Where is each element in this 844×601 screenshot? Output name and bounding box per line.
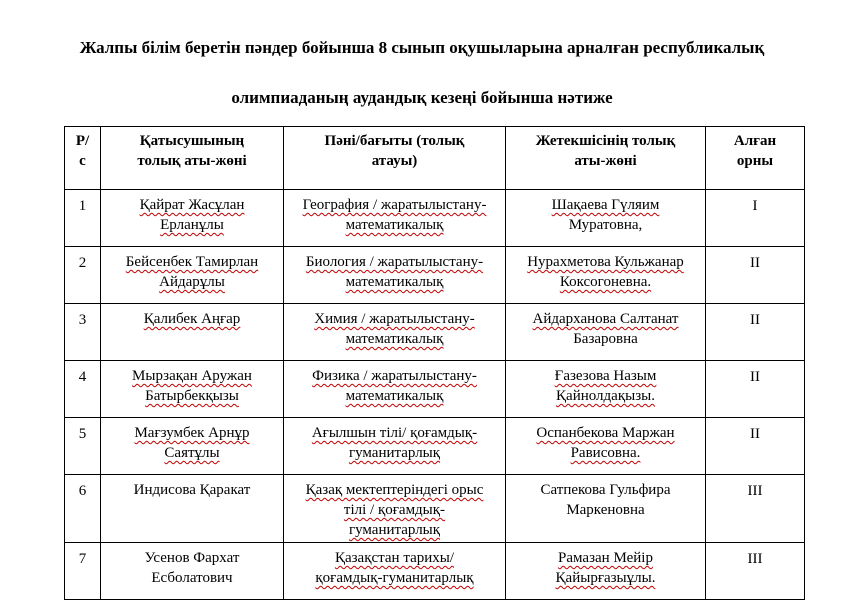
participant-name: Бейсенбек Тамирлан Айдарұлы (101, 247, 284, 304)
place-value: II (706, 361, 805, 418)
document-title-line-1: Жалпы білім беретін пәндер бойынша 8 сынып оқушыларына арналған республикалық (79, 38, 765, 57)
row-number: 7 (65, 543, 101, 600)
header-number: Р/ с (65, 127, 101, 190)
document-title-line-2: олимпиаданың аудандық кезеңі бойынша нәтиже (231, 88, 613, 107)
subject-name: Химия / жаратылыстану- математикалық (284, 304, 506, 361)
place-value: III (706, 543, 805, 600)
place-value: I (706, 190, 805, 247)
row-number: 2 (65, 247, 101, 304)
table-header-row (65, 127, 805, 190)
subject-name: Ағылшын тілі/ қоғамдық- гуманитарлық (284, 418, 506, 475)
supervisor-name: Айдарханова Салтанат Базаровна (506, 304, 706, 361)
table-row (65, 418, 805, 475)
header-place: Алған орны (706, 127, 805, 190)
participant-name: Мағзумбек Арнұр Саятұлы (101, 418, 284, 475)
row-number: 3 (65, 304, 101, 361)
row-number: 4 (65, 361, 101, 418)
supervisor-name: Сатпекова Гульфира Маркеновна (506, 475, 706, 543)
header-supervisor: Жетекшісінің толық аты-жөні (506, 127, 706, 190)
row-number: 5 (65, 418, 101, 475)
results-table (64, 126, 805, 600)
table-row (65, 190, 805, 247)
supervisor-name: Ғазезова Назым Қайнолдақызы. (506, 361, 706, 418)
subject-name: География / жаратылыстану- математикалық (284, 190, 506, 247)
table-row (65, 361, 805, 418)
participant-name: Қайрат Жасұлан Ерланұлы (101, 190, 284, 247)
participant-name: Индисова Қаракат (101, 475, 284, 543)
table-row (65, 247, 805, 304)
row-number: 1 (65, 190, 101, 247)
table-row (65, 543, 805, 600)
supervisor-name: Рамазан Мейір Қайырғазыұлы. (506, 543, 706, 600)
subject-name: Физика / жаратылыстану- математикалық (284, 361, 506, 418)
participant-name: Қалибек Аңғар (101, 304, 284, 361)
subject-name: Биология / жаратылыстану- математикалық (284, 247, 506, 304)
supervisor-name: Оспанбекова Маржан Рависовна. (506, 418, 706, 475)
table-row (65, 475, 805, 543)
place-value: II (706, 304, 805, 361)
supervisor-name: Нурахметова Кульжанар Коксогоневна. (506, 247, 706, 304)
header-participant: Қатысушының толық аты-жөні (101, 127, 284, 190)
subject-name: Қазақстан тарихы/ қоғамдық-гуманитарлық (284, 543, 506, 600)
place-value: II (706, 247, 805, 304)
subject-name: Қазақ мектептеріндегі орыс тілі / қоғамдық- гуманитарлық (284, 475, 506, 543)
place-value: II (706, 418, 805, 475)
row-number: 6 (65, 475, 101, 543)
supervisor-name: Шақаева Гүляим Муратовна, (506, 190, 706, 247)
place-value: III (706, 475, 805, 543)
table-row (65, 304, 805, 361)
header-subject: Пәні/бағыты (толық атауы) (284, 127, 506, 190)
participant-name: Усенов Фархат Есболатович (101, 543, 284, 600)
participant-name: Мырзақан Аружан Батырбекқызы (101, 361, 284, 418)
